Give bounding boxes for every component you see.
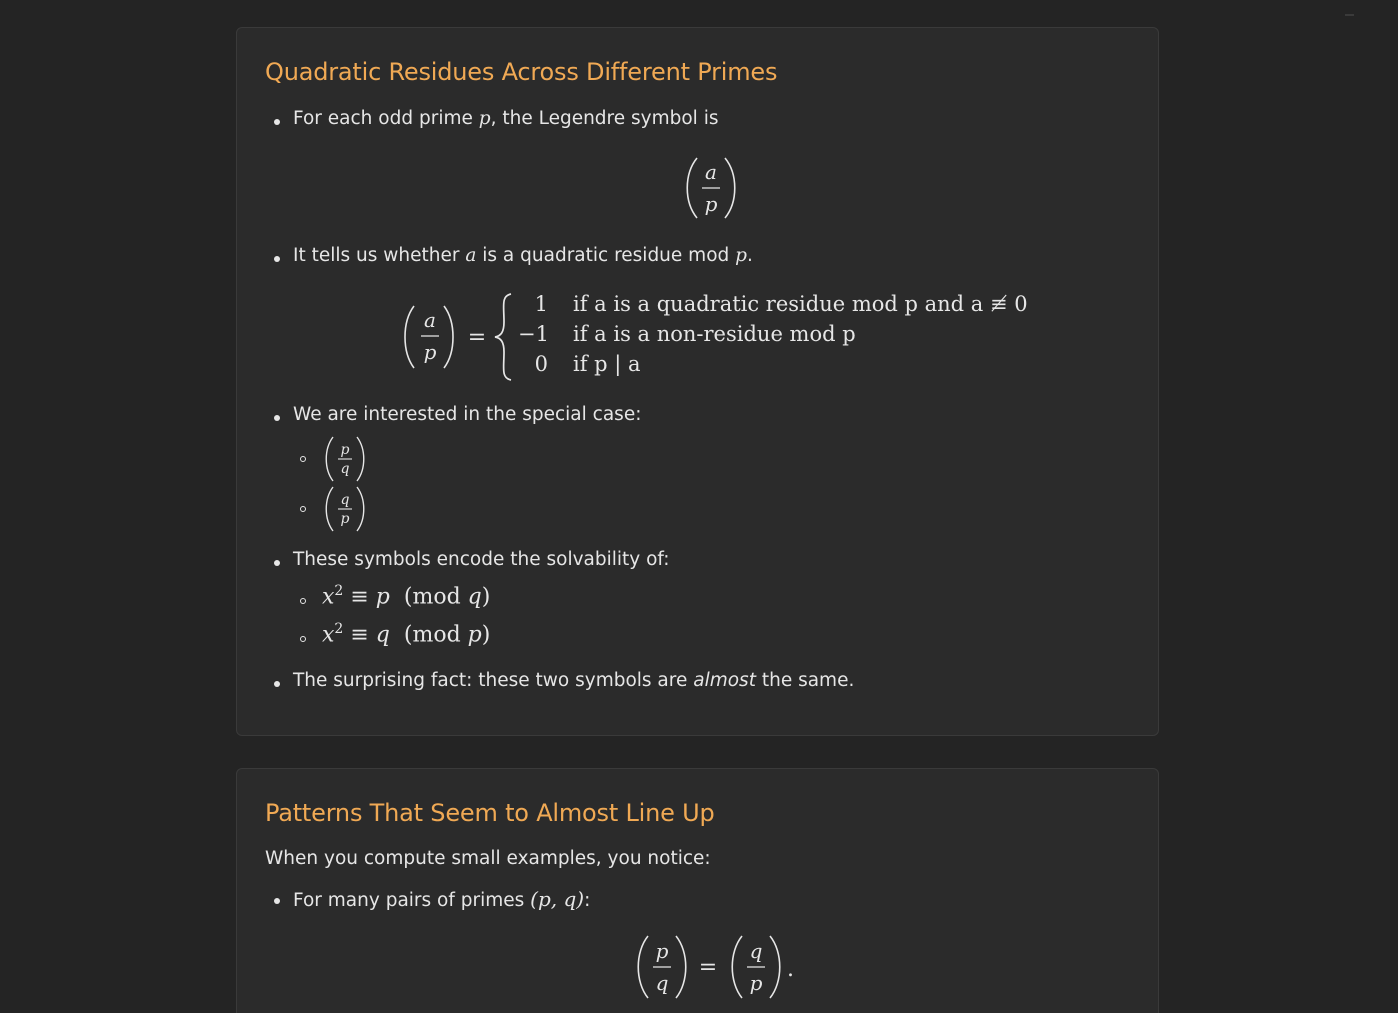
emphasis-almost: almost bbox=[693, 670, 756, 691]
fraction-denominator: p bbox=[704, 192, 718, 216]
text-fragment: For many pairs of primes bbox=[293, 890, 531, 911]
right-paren bbox=[357, 487, 364, 531]
math-var-p: p bbox=[478, 108, 491, 129]
mod-operator: mod bbox=[412, 622, 461, 648]
bullet-dot bbox=[274, 256, 280, 262]
left-paren bbox=[326, 487, 333, 531]
right-paren bbox=[357, 437, 364, 481]
case-value-2: −1 bbox=[518, 322, 549, 346]
case-value-1: 1 bbox=[534, 292, 548, 316]
bullet-dot bbox=[274, 119, 280, 125]
congruence-x2-q-mod-p: $x^2 \equiv q$ (mod p) bbox=[322, 621, 491, 648]
bullet-surprising-fact bbox=[293, 670, 854, 691]
case-condition-1: if a is a quadratic residue mod p and a ≢ 0 bbox=[573, 292, 1028, 316]
congruence-symbol: ≡ bbox=[350, 584, 369, 610]
text-fragment: . bbox=[746, 245, 753, 266]
math-var-p: p bbox=[375, 584, 390, 610]
left-paren bbox=[687, 158, 697, 218]
bullet-dot bbox=[274, 681, 280, 687]
math-var-x: x bbox=[322, 584, 335, 610]
text-fragment: For each odd prime bbox=[293, 108, 479, 129]
window-edge-mark bbox=[1345, 14, 1354, 16]
right-paren bbox=[676, 936, 686, 998]
section-title: Patterns That Seem to Almost Line Up bbox=[265, 799, 715, 827]
sub-bullet-circle bbox=[300, 636, 306, 642]
left-paren bbox=[405, 306, 414, 368]
text-fragment: is a quadratic residue mod bbox=[476, 245, 736, 266]
bullet-dot bbox=[274, 415, 280, 421]
bullet-residue-meaning bbox=[293, 245, 753, 266]
legendre-symbol-display bbox=[684, 154, 744, 222]
bullet-dot bbox=[274, 560, 280, 566]
left-denominator: q bbox=[655, 971, 669, 995]
fraction-denominator: p bbox=[423, 340, 437, 364]
congruence-symbol: ≡ bbox=[350, 622, 369, 648]
right-paren bbox=[444, 306, 453, 368]
equals-sign: = bbox=[467, 325, 487, 350]
reciprocity-equation bbox=[635, 932, 805, 1004]
legendre-q-over-p bbox=[323, 484, 369, 534]
text-fragment: , the Legendre symbol is bbox=[490, 108, 719, 129]
fraction-numerator: a bbox=[705, 160, 717, 184]
case-value-3: 0 bbox=[534, 352, 548, 376]
math-var-a: a bbox=[465, 245, 477, 266]
left-numerator: p bbox=[655, 939, 669, 963]
bullet-legendre-intro bbox=[293, 108, 718, 129]
equals-sign: = bbox=[698, 955, 718, 980]
math-var-q: q bbox=[467, 584, 482, 610]
fraction-numerator: q bbox=[340, 492, 350, 508]
sub-bullet-circle bbox=[300, 506, 306, 512]
section-intro: When you compute small examples, you notice: bbox=[265, 848, 711, 869]
left-paren bbox=[326, 437, 333, 481]
fraction-numerator: p bbox=[340, 442, 350, 458]
text-fragment: It tells us whether bbox=[293, 245, 466, 266]
fraction-denominator: p bbox=[340, 511, 350, 527]
right-paren bbox=[770, 936, 780, 998]
mod-operator: mod bbox=[412, 584, 461, 610]
bullet-dot bbox=[274, 898, 280, 904]
fraction-denominator: q bbox=[340, 461, 350, 477]
text-fragment: The surprising fact: these two symbols are bbox=[293, 670, 694, 691]
section-card-quadratic-residues bbox=[236, 27, 1159, 736]
case-condition-2: if a is a non-residue mod p bbox=[573, 322, 856, 346]
left-paren bbox=[732, 936, 742, 998]
math-pair-pq: (p, q) bbox=[530, 887, 585, 911]
congruence-x2-p-mod-q: $x^2 \equiv p$ (mod q) bbox=[322, 583, 491, 610]
math-var-p: p bbox=[735, 245, 747, 266]
period: . bbox=[787, 957, 794, 982]
case-condition-3: if p | a bbox=[573, 352, 641, 376]
math-var-q: q bbox=[375, 622, 390, 648]
sub-bullet-circle bbox=[300, 598, 306, 604]
text-fragment: the same. bbox=[755, 670, 855, 691]
fraction-numerator: a bbox=[424, 308, 436, 332]
math-var-p: p bbox=[467, 622, 482, 648]
math-var-x: x bbox=[322, 622, 335, 648]
right-numerator: q bbox=[749, 939, 763, 963]
left-brace bbox=[495, 294, 511, 380]
section-card-patterns bbox=[236, 768, 1159, 1013]
bullet-solvability: These symbols encode the solvability of: bbox=[293, 549, 670, 570]
right-denominator: p bbox=[749, 971, 763, 995]
exponent: 2 bbox=[334, 621, 344, 637]
text-fragment: : bbox=[584, 890, 591, 911]
legendre-p-over-q bbox=[323, 434, 369, 484]
left-paren bbox=[638, 936, 648, 998]
bullet-special-case: We are interested in the special case: bbox=[293, 404, 642, 425]
bullet-many-pairs bbox=[293, 887, 590, 911]
exponent: 2 bbox=[334, 583, 344, 599]
right-paren bbox=[725, 158, 735, 218]
sub-bullet-circle bbox=[300, 456, 306, 462]
section-title: Quadratic Residues Across Different Primes bbox=[265, 58, 778, 86]
